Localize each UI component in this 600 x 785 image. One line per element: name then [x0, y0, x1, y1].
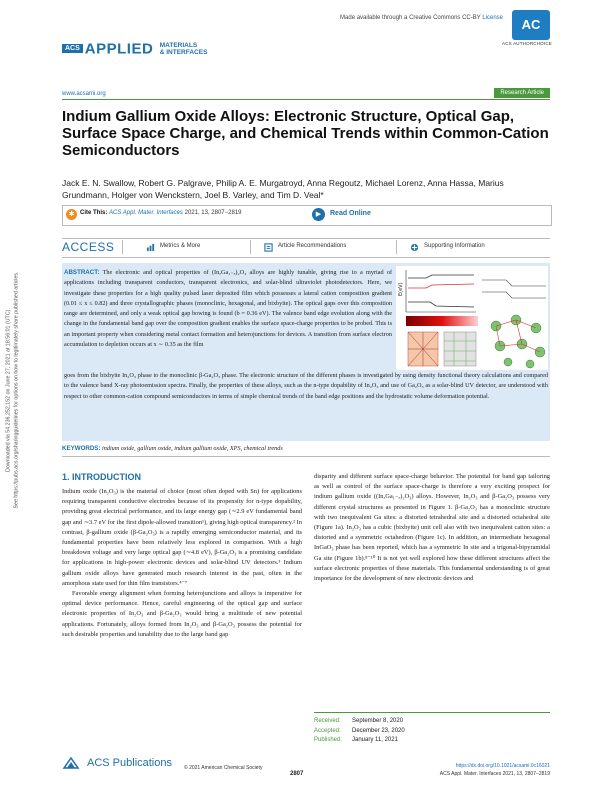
- date-received-label: Received:: [314, 718, 341, 724]
- acs-authorchoice-icon: AC: [512, 10, 550, 40]
- keywords-list: indium oxide, gallium oxide, indium gallium oxide, XPS, chemical trends: [102, 445, 283, 452]
- abstract-graphic: [396, 266, 548, 370]
- keywords-label: KEYWORDS:: [62, 445, 101, 452]
- section-heading-introduction: 1. INTRODUCTION: [62, 472, 142, 482]
- page-number: 2807: [290, 771, 304, 777]
- metrics-link[interactable]: Metrics & More: [160, 243, 201, 249]
- abstract-divider: [62, 456, 550, 457]
- download-note: [6, 150, 20, 630]
- cite-ref: 2021, 13, 2807−2819: [184, 210, 242, 216]
- access-title: ACCESS: [62, 240, 115, 254]
- figure-axis-label: E(eV): [398, 282, 404, 296]
- download-note-line1: Downloaded via 54.236.252.152 on June 27, 2021 at 18:56:01 (UTC).: [5, 308, 12, 472]
- date-received-value: September 8, 2020: [352, 718, 404, 724]
- crystal-structure-middle: [444, 332, 476, 366]
- supporting-info-icon[interactable]: [410, 243, 419, 252]
- copyright: © 2021 American Chemical Society: [184, 765, 263, 771]
- read-online-icon[interactable]: ▶: [312, 208, 325, 221]
- intro-paragraph-2: Favorable energy alignment when forming heterojunctions and alloys is imperative for optimal device performance. Hence, careful engineering of the optical gap and surface electronic properties of In₂O₃ and β-Ga₂O₃ would bring a multitude of new potential applications. Fortunately, alloys formed from In₂O₃ and β-Ga₂O₃ possess the potential for such desirable properties and tunability due to the large band gap: [62, 590, 302, 638]
- journal-logo-materials: MATERIALS: [159, 41, 198, 49]
- journal-logo-subtitle: [160, 42, 208, 56]
- read-online-link[interactable]: Read Online: [330, 210, 371, 217]
- recommendations-link[interactable]: Article Recommendations: [278, 243, 347, 249]
- acs-publications-logo: [62, 754, 172, 772]
- recommendations-icon[interactable]: [264, 243, 273, 252]
- keywords: [62, 445, 550, 452]
- cite-label: Cite This:: [80, 210, 108, 216]
- doi-link[interactable]: https://dx.doi.org/10.1021/acsami.0c16021: [455, 763, 550, 769]
- crystal-structure-left: [408, 332, 438, 366]
- cc-license-note: [340, 15, 503, 21]
- journal-reference: ACS Appl. Mater. Interfaces 2021, 13, 2807−2819: [439, 771, 550, 777]
- supporting-info-link[interactable]: Supporting Information: [424, 243, 485, 249]
- date-published-label: Published:: [314, 737, 343, 743]
- date-received: [314, 717, 405, 727]
- abstract-body-part2: goes from the bixbyite In₂O₃ phase to the monoclinic β-Ga₂O₃ phase. The electronic structure of the different phases is investigated by using density functional theory calculations and compared to the valence band X-ray photoemission spectra. Finally, the properties of these alloys, such as the n-type dopability of In₂O₃ and use of Ga₂O₃ as a solar-blind UV detector, are understood with respect to other common-cation compound semiconductors in terms of simple chemical trends of the band edge positions and the hydrostatic volume deformation potential.: [64, 372, 548, 400]
- download-note-line2: See https://pubs.acs.org/sharingguidelines for options on how to legitimately share published articles.: [13, 271, 19, 509]
- cite-icon[interactable]: ✱: [66, 209, 77, 220]
- author-list: Jack E. N. Swallow, Robert G. Palgrave, Philip A. E. Murgatroyd, Anna Regoutz, Michael Lorenz, Anna Hassa, Marius Grundmann, Holger von Wenckstern, Joel B. Varley, and Tim D. Veal*: [62, 178, 504, 200]
- cc-license-text: Made available through a Creative Commons CC-BY: [340, 15, 481, 21]
- journal-logo: [62, 40, 207, 58]
- date-accepted-label: Accepted:: [314, 727, 341, 734]
- intro-paragraph-1: Indium oxide (In₂O₃) is the material of choice (most often doped with Sn) for applications requiring transparent conductive electrodes because of its propensity for n-type dopability, providing great electrical performance, and its large energy gap (∼2.9 eV fundamental band gap and ∼3.7 eV for the first dipole-allowed transition¹), giving high optical transparency.² In contrast, β-gallium oxide (β-Ga₂O₃) is a rapidly emerging semiconductor material, and its fundamental properties have been relatively less explored in comparison. With a high breakdown voltage and very large optical gap (∼4.8 eV), β-Ga₂O₃ is a promising candidate for applications in high-power electronic devices and solar-blind UV detectors.³ Indium gallium oxide alloys have generated much research interest in the past, often in the amorphous state used for thin film transistors.⁴⁻⁷: [62, 488, 302, 587]
- cite-journal: ACS Appl. Mater. Interfaces: [109, 210, 183, 216]
- cite-text[interactable]: [80, 210, 242, 216]
- article-type-badge: Research Article: [494, 88, 550, 98]
- access-divider: [122, 240, 123, 254]
- article-dates: [314, 717, 405, 746]
- date-published: [314, 736, 405, 746]
- dates-divider: [314, 712, 550, 713]
- journal-logo-interfaces: & INTERFACES: [159, 48, 208, 56]
- journal-logo-acs: ACS: [62, 44, 83, 53]
- journal-url-link[interactable]: www.acsami.org: [62, 91, 106, 97]
- abstract-body-part1: The electronic and optical properties of (InₓGa₁₋ₓ)₂O₃ alloys are highly tunable, giving rise to a myriad of applications including transparent conductors, transparent electronics, and solar-blind ultraviolet photodetectors. Here, we investigate these properties for a high quality pulsed laser deposited film which possesses a lateral cation composition gradient (0.01 ≤ x ≤ 0.82) and three crystallographic phases (monoclinic, hexagonal, and bixbyite). The optical gaps over this composition range are determined, and only a weak optical gap bowing is found (b = 0.36 eV). The valence band edge evolution along with the change in the fundamental band gap over the composition gradient enables the surface space-charge properties to be probed. This is an important property when considering metal contact formation and heterojunctions for devices. A transition from surface electron accumulation to depletion occurs at x ∼ 0.35 as the film: [64, 269, 393, 349]
- article-title: Indium Gallium Oxide Alloys: Electronic Structure, Optical Gap, Surface Space Charge, and Chemical Trends within Common-Cation Semiconductors: [62, 108, 549, 159]
- journal-logo-applied: APPLIED: [84, 40, 154, 58]
- intro-left-column: [62, 487, 302, 640]
- abstract-text-wrapped: [64, 268, 392, 350]
- access-divider: [250, 240, 251, 254]
- acs-publications-text: ACS Publications: [87, 757, 172, 770]
- date-published-value: January 11, 2021: [352, 737, 398, 743]
- cc-license-link[interactable]: License: [482, 15, 503, 21]
- acs-authorchoice-label: ACS AUTHORCHOICE: [502, 41, 552, 46]
- acs-publications-icon: [62, 756, 80, 770]
- date-accepted-value: December 23, 2020: [352, 727, 405, 734]
- date-accepted: [314, 727, 405, 737]
- abstract-label: ABSTRACT:: [64, 269, 100, 276]
- access-divider: [396, 240, 397, 254]
- header-divider: [62, 99, 550, 100]
- metrics-icon[interactable]: [146, 243, 155, 252]
- intro-right-column: disparity and different surface space-charge behavior. The potential for band gap tailoring as well as control of the surface space-charge is therefore a very exciting prospect for indium gallium oxide ((InₓGa₁₋ₓ)₂O₃) alloys. However, In₂O₃ and β-Ga₂O₃ possess very different crystal structures as presented in Figure 1. β-Ga₂O₃ has a monoclinic structure with two inequivalent Ga sites: a distorted tetrahedral site and a distorted octahedral site (Figure 1a). In₂O₃ has a cubic (bixbyite) unit cell also with two inequivalent cation sites: a distorted and a symmetric octahedron (Figure 1c). In addition, an intermediate hexagonal InGaO₃ phase has been reported, which has a symmetric In site and a trigonal-bipyramidal Ga site (Figure 1b).⁸⁻¹⁰ It is not yet well explored how these different structures affect the surface electronic properties of these materials. This fundamental understanding is of great importance for the development of new electronic devices and: [314, 473, 550, 583]
